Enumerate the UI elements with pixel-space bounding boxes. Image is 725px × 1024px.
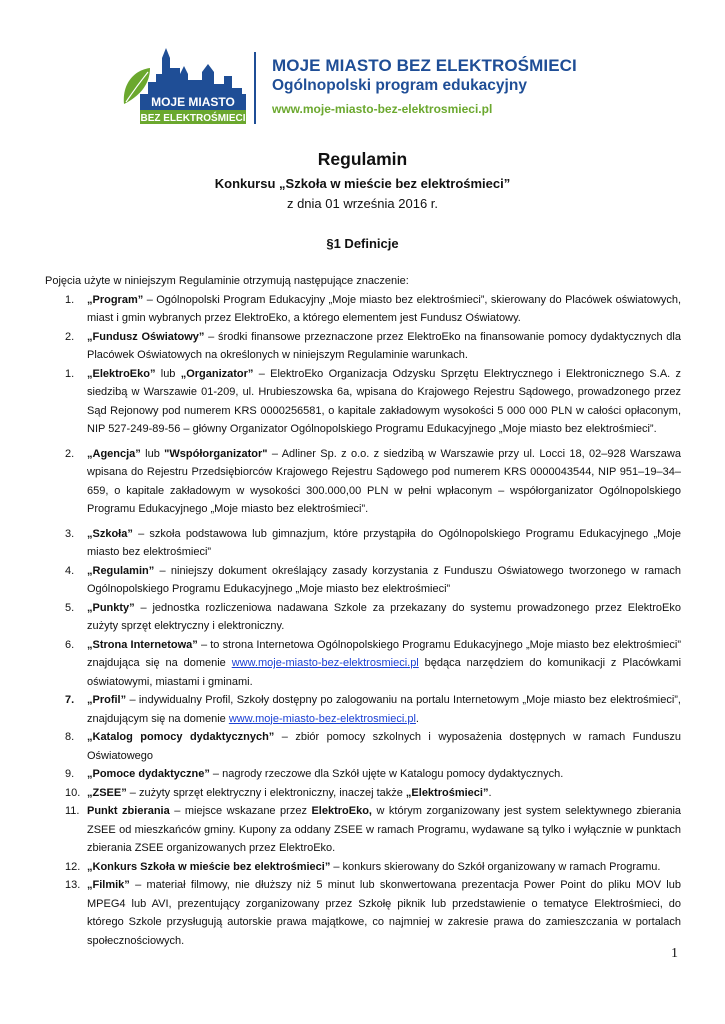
- definition-text: – środki finansowe przeznaczone przez ElektroEko na finansowanie pomocy dydaktycznych dla Placówek Oświatowych na określonych w niniejszym Regulaminie warunkach.: [87, 330, 681, 361]
- title-block: [0, 148, 725, 213]
- definition-term: „Agencja”: [87, 447, 141, 460]
- definition-text: – Adliner Sp. z o.o. z siedzibą w Warszawie przy ul. Locci 18, 02–928 Warszawa wpisana do Rejestru Przedsiębiorców Krajowego Rejestru Sądowego pod numerem KRS 0000043544, NIP 951–19–34–659, o kapitale zakładowym w wysokości 300.000,00 PLN w pełni wpłaconym – współorganizator Ogólnopolskiego Programu Edukacyjnego „Moje miasto bez elektrośmieci”.: [87, 447, 681, 515]
- header-text: [272, 56, 577, 116]
- definition-text: – indywidualny Profil, Szkoły dostępny po zalogowaniu na portalu Internetowym „Moje miasto bez elektrośmieci”, znajdującym się na domenie: [87, 694, 681, 725]
- definition-number: 2.: [65, 330, 75, 343]
- definition-text: – ElektroEko Organizacja Odzysku Sprzętu Elektrycznego i Elektronicznego S.A. z siedzibą w Warszawie 01-209, ul. Hrubieszowska 6a, wpisana do Krajowego Rejestru Sądowego, prowadzonego przez Sąd Rejonowy pod numerem KRS 0000256581, o kapitale zakładowym wysokości 5 000 000 PLN w całości opłaconym, NIP 527-249-89-56 – główny Organizator Ogólnopolskiego Programu Edukacyjnego „Moje miasto bez elektrośmieci”.: [87, 367, 681, 435]
- definition-item: [45, 445, 681, 519]
- definitions-list: [45, 291, 681, 951]
- definition-item: [45, 599, 681, 636]
- definition-text: – niniejszy dokument określający zasady korzystania z Funduszu Oświatowego tworzonego w ramach Ogólnopolskiego Programu Edukacyjnego „Moje miasto bez elektrośmieci”: [87, 564, 681, 595]
- page-number: 1: [671, 946, 678, 961]
- definition-term: „ZSEE”: [87, 786, 127, 799]
- definition-number: 4.: [65, 564, 75, 577]
- definition-text: – Ogólnopolski Program Edukacyjny „Moje miasto bez elektrośmieci”, skierowany do Placówek oświatowych, miast i gmin wybranych przez ElektroEko, a którego elementem jest Fundusz Oświatowy.: [87, 293, 681, 324]
- definition-text: – to strona Internetowa Ogólnopolskiego Programu Edukacyjnego „Moje miasto bez elektrośmieci” znajdująca się na domenie: [87, 638, 681, 669]
- definition-emphasis: ElektroEko,: [311, 805, 372, 817]
- definition-number: 11.: [65, 805, 80, 817]
- header-divider: [254, 52, 256, 124]
- section-heading: §1 Definicje: [326, 236, 399, 251]
- definition-number: 1.: [65, 367, 75, 380]
- definition-term: „Strona Internetowa”: [87, 638, 198, 651]
- logo-city-skyline-icon: [120, 44, 250, 126]
- definition-term: „Pomoce dydaktyczne”: [87, 768, 210, 780]
- definition-number: 3.: [65, 527, 75, 540]
- intro-paragraph: Pojęcia użyte w niniejszym Regulaminie otrzymują następujące znaczenie:: [45, 275, 409, 287]
- definition-number: 9.: [65, 768, 75, 780]
- definition-term: „Regulamin”: [87, 564, 155, 577]
- definition-text-end: będąca narzędziem do komunikacji z Placówkami oświatowymi, miastami i gminami.: [87, 657, 682, 688]
- definition-item: [45, 728, 681, 765]
- document-date: z dnia 01 września 2016 r.: [286, 196, 439, 211]
- document-subtitle: Konkursu „Szkoła w mieście bez elektrośmieci”: [214, 176, 511, 191]
- definition-text-end: w którym zorganizowany jest system selektywnego zbierania ZSEE od mieszkańców gminy. Kupony za oddany ZSEE w ramach Programu, wydawane są tylko i wyłącznie w punktach zbierania ZSEE organizowanych przez ElektroEko.: [87, 805, 682, 854]
- definition-number: 10.: [65, 786, 81, 799]
- definition-text: – miejsce wskazane przez: [169, 805, 312, 817]
- definition-item: [45, 691, 681, 728]
- definition-number: 13.: [65, 879, 81, 891]
- header-url[interactable]: www.moje-miasto-bez-elektrosmieci.pl: [272, 102, 493, 116]
- definition-connector: lub: [140, 447, 165, 460]
- definition-item: [45, 525, 681, 562]
- header-subtitle: Ogólnopolski program edukacyjny: [272, 77, 527, 94]
- website-link[interactable]: www.moje-miasto-bez-elektrosmieci.pl: [231, 657, 419, 669]
- definition-item: [45, 636, 681, 692]
- definition-item: [45, 802, 681, 858]
- definition-term: „Profil”: [87, 694, 127, 706]
- document-body: [45, 272, 681, 950]
- definition-text: – zużyty sprzęt elektryczny i elektroniczny, inaczej także: [126, 786, 406, 799]
- definition-item: [45, 765, 681, 784]
- definition-item: [45, 365, 681, 439]
- definition-item: [45, 562, 681, 599]
- definition-text: – szkoła podstawowa lub gimnazjum, które przystąpiła do Ogólnopolskiego Programu Edukacyjnego „Moje miasto bez elektrośmieci”: [87, 527, 681, 558]
- definition-number: 1.: [65, 293, 75, 306]
- definition-text-end: .: [488, 786, 492, 799]
- website-link[interactable]: www.moje-miasto-bez-elektrosmieci.pl: [228, 712, 416, 725]
- definition-term: „Program”: [87, 293, 144, 306]
- definition-item: [45, 858, 681, 877]
- document-title: Regulamin: [317, 149, 408, 169]
- definition-term: „Konkurs Szkoła w mieście bez elektrośmieci”: [87, 860, 331, 873]
- definition-number: 5.: [65, 601, 75, 614]
- definition-connector: lub: [155, 367, 181, 380]
- definition-text-end: .: [415, 712, 419, 725]
- definition-term: „Szkoła”: [87, 527, 133, 540]
- definition-number: 7.: [65, 694, 75, 706]
- definition-term: „ElektroEko”: [87, 367, 156, 380]
- definition-number: 12.: [65, 860, 81, 873]
- definition-term: „Filmik”: [87, 879, 130, 891]
- definition-term: „Katalog pomocy dydaktycznych”: [87, 731, 275, 743]
- logo-text-line1: MOJE MIASTO: [151, 95, 235, 109]
- definition-term-alt: "Współorganizator": [164, 447, 268, 460]
- definition-text: – konkurs skierowany do Szkół organizowany w ramach Programu.: [330, 860, 661, 873]
- definition-term: Punkt zbierania: [87, 805, 170, 817]
- definition-text: – nagrody rzeczowe dla Szkół ujęte w Katalogu pomocy dydaktycznych.: [209, 768, 564, 780]
- definition-text: – zbiór pomocy szkolnych i wyposażenia dostępnych w ramach Funduszu Oświatowego: [87, 731, 681, 762]
- header-title: MOJE MIASTO BEZ ELEKTROŚMIECI: [272, 56, 577, 75]
- definition-text: – jednostka rozliczeniowa nadawana Szkole za przekazany do systemu prowadzonego przez ElektroEko zużyty sprzęt elektryczny i elektroniczny.: [87, 601, 681, 632]
- definition-term-alt: „Organizator”: [180, 367, 254, 380]
- definition-emphasis: „Elektrośmieci”: [405, 786, 489, 799]
- definition-text: – materiał filmowy, nie dłuższy niż 5 minut lub skonwertowana prezentacja Power Point do pliku MOV lub MPEG4 lub AVI, prezentujący zorganizowany przez Szkołę piknik lub przedstawienie o tematyce Elektrośmieci, do którego Szkole przysługują autorskie prawa majątkowe, co najmniej w zakresie prawa do zamieszczania w portalach społecznościowych.: [87, 879, 681, 947]
- definition-number: 2.: [65, 447, 75, 460]
- definition-item: [45, 328, 681, 365]
- document-header: [120, 44, 600, 126]
- definition-item: [45, 784, 681, 803]
- definition-item: [45, 291, 681, 328]
- definition-term: „Fundusz Oświatowy”: [87, 330, 205, 343]
- definition-number: 8.: [65, 731, 75, 743]
- definition-term: „Punkty”: [87, 601, 135, 614]
- definition-item: [45, 876, 681, 950]
- logo-text-line2: BEZ ELEKTROŚMIECI: [140, 113, 246, 124]
- definition-number: 6.: [65, 638, 75, 651]
